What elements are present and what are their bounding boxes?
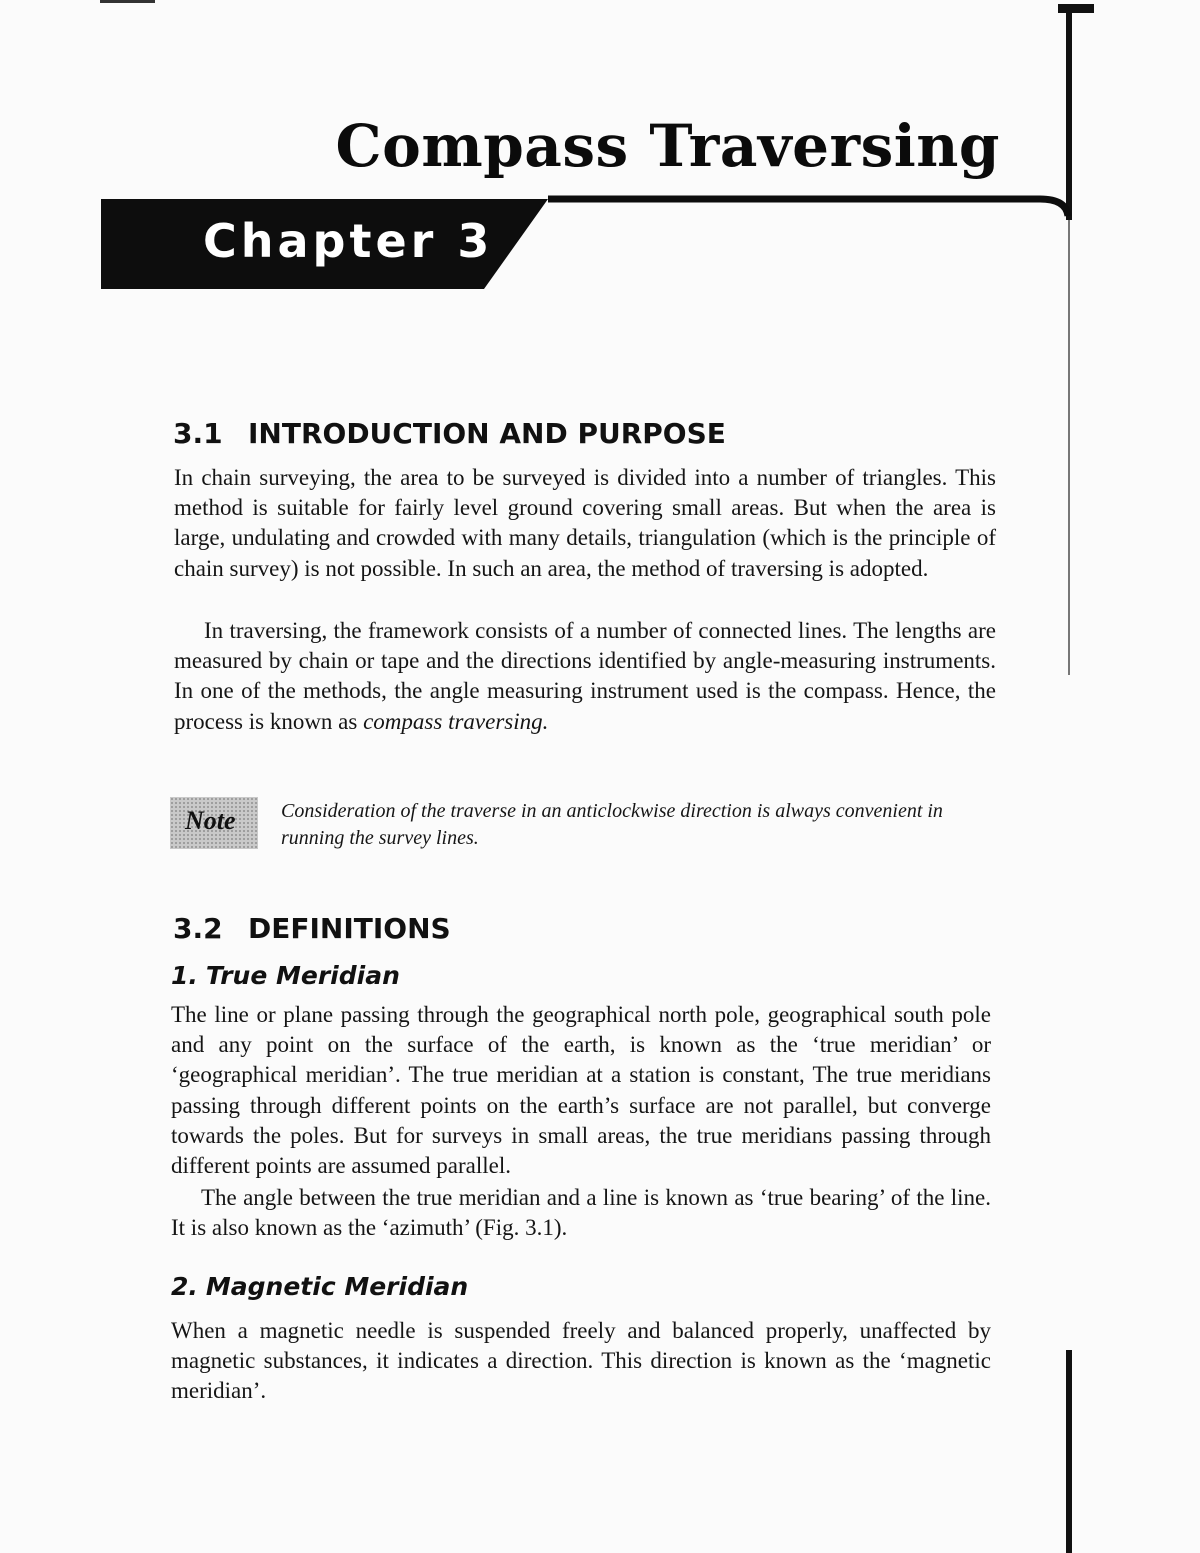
- chapter-banner: [0, 190, 1100, 300]
- section-heading-intro: [173, 417, 726, 450]
- definition-title: Magnetic Meridian: [205, 1272, 469, 1301]
- chapter-title: Compass Traversing: [335, 112, 1000, 180]
- true-meridian-paragraph-2: The angle between the true meridian and a line is known as ‘true bearing’ of the line. It is also known as the ‘azimuth’ (Fig. 3.1).: [171, 1185, 991, 1241]
- page-edge-top-cap: [1058, 4, 1094, 13]
- magnetic-meridian-paragraph-1: When a magnetic needle is suspended freely and balanced properly, unaffected by magnetic substances, it indicates a direction. This direction is known as the ‘magnetic meridian’.: [171, 1318, 991, 1404]
- page-edge-top-bar: [1066, 4, 1072, 220]
- section-number: 3.1: [173, 417, 223, 450]
- section-number: 3.2: [173, 912, 223, 945]
- intro-paragraph-1: In chain surveying, the area to be surveyed is divided into a number of triangles. This method is suitable for fairly level ground covering small areas. But when the area is large, undulating and crowded with many details, triangulation (which is the principle of chain survey) is not possible. In such an area, the method of traversing is adopted.: [174, 465, 996, 581]
- definition-number: 1.: [171, 961, 198, 990]
- note-label: Note: [185, 806, 236, 835]
- section-title: INTRODUCTION AND PURPOSE: [248, 417, 726, 450]
- section-title: DEFINITIONS: [248, 912, 451, 945]
- intro-paragraph-2: [174, 616, 996, 737]
- definition-title: True Meridian: [205, 961, 400, 990]
- section-heading-definitions: [173, 912, 451, 945]
- definition-number: 2.: [171, 1272, 198, 1301]
- true-meridian-paragraph-1: The line or plane passing through the geographical north pole, geographical south pole and any point on the surface of the earth, is known as the ‘true meridian’ or ‘geographical meridian’. The true meridian at a station is constant, The true meridians passing through different points on the earth’s surface are not parallel, but converge towards the poles. But for surveys in small areas, the true meridians passing through different points are assumed parallel.: [171, 1002, 991, 1179]
- intro-paragraph-2-text: In traversing, the framework consists of a number of connected lines. The lengths are measured by chain or tape and the directions identified by angle-measuring instruments. In one of the methods, the angle measuring instrument used is the compass. Hence, the process is known as: [174, 618, 996, 734]
- definition-heading-magnetic-meridian: [171, 1272, 468, 1301]
- page-edge-bottom-bar: [1066, 1350, 1072, 1553]
- emphasis-term: compass traversing.: [363, 708, 549, 734]
- scan-top-mark: [100, 0, 155, 3]
- definition-heading-true-meridian: [171, 961, 400, 990]
- note-text: Consideration of the traverse in an anticlockwise direction is always convenient in running the survey lines.: [281, 800, 943, 849]
- chapter-label: Chapter 3: [203, 214, 494, 268]
- chapter-banner-rule: [548, 199, 1068, 216]
